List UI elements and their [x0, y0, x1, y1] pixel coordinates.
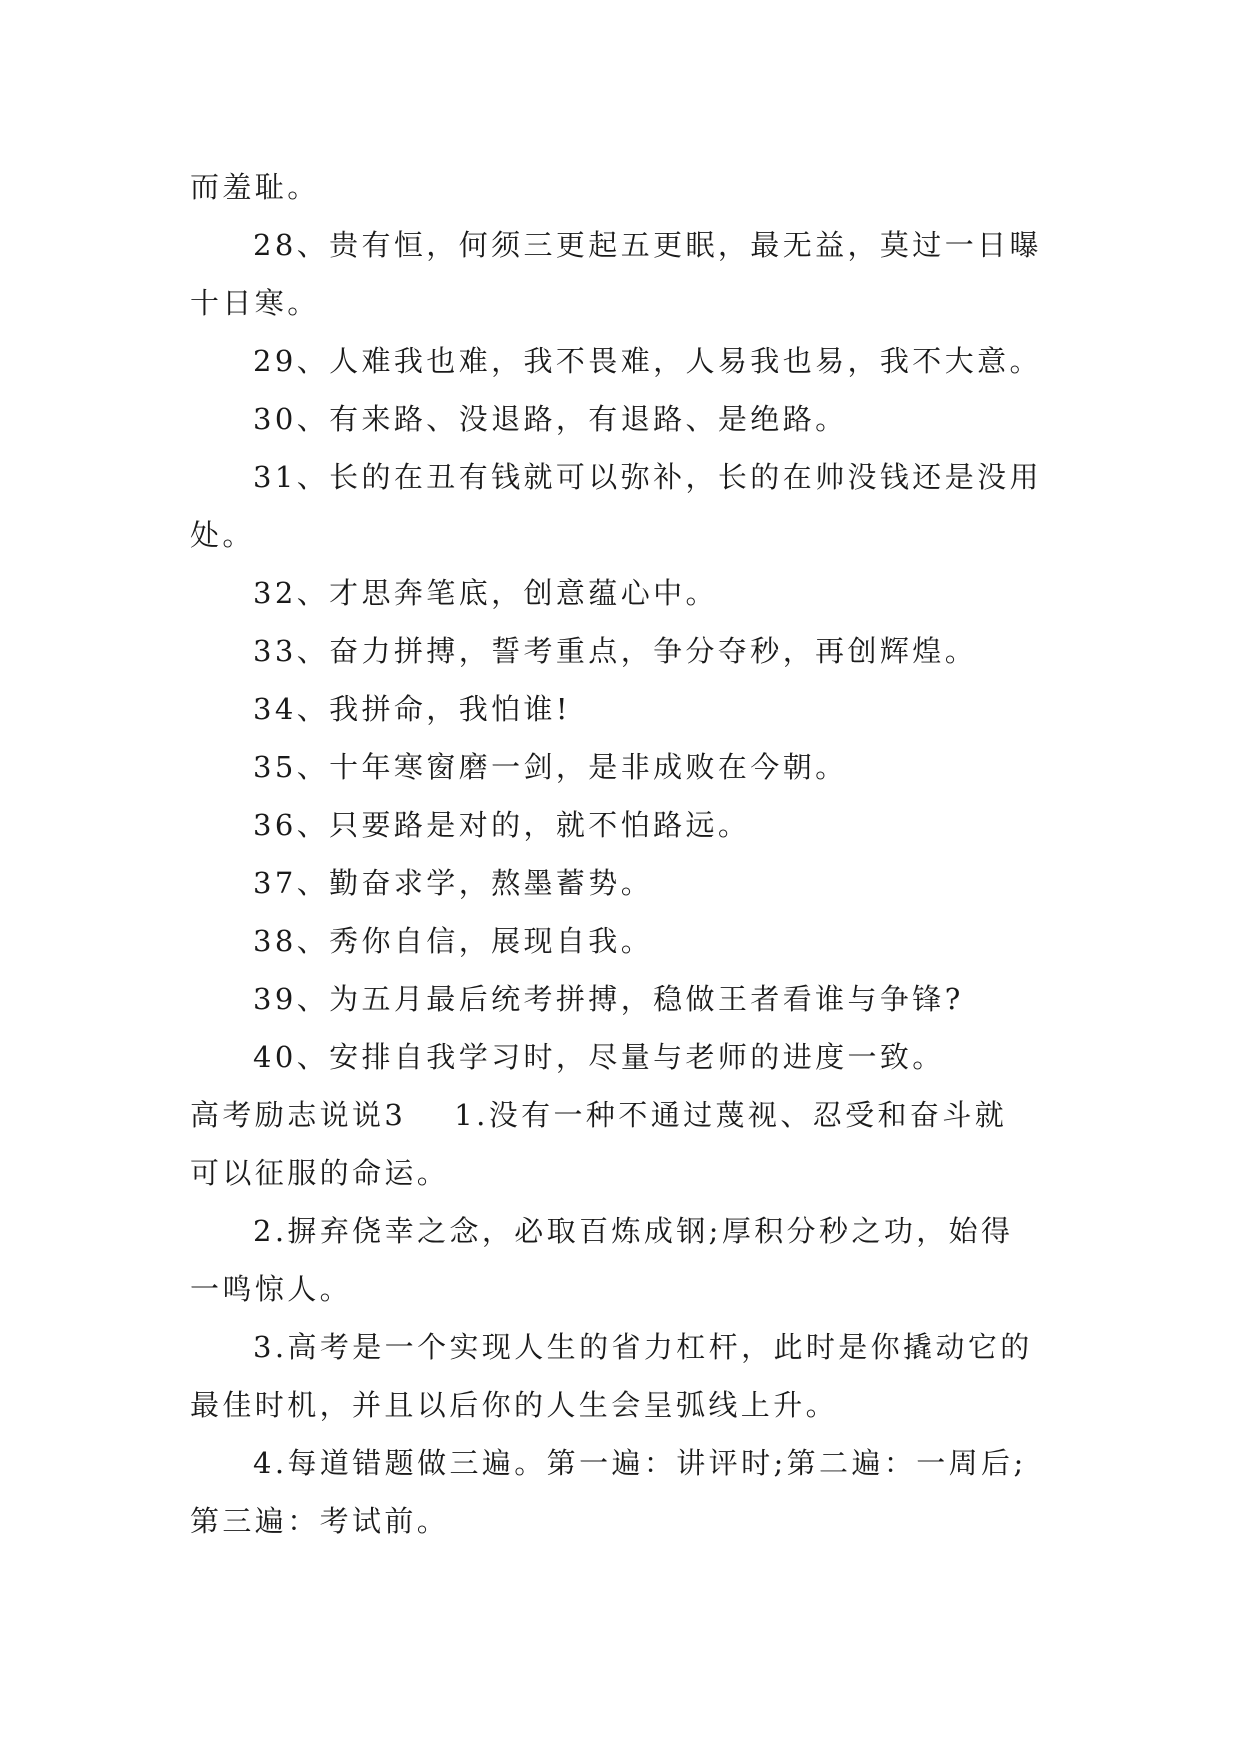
list-item-35: 35、十年寒窗磨一剑，是非成败在今朝。: [253, 750, 848, 784]
list-item-37: 37、勤奋求学，熬墨蓄势。: [253, 866, 654, 900]
text-line: 可以征服的命运。: [190, 1156, 450, 1190]
text-line: 第三遍：考试前。: [190, 1504, 450, 1538]
document-body: [190, 158, 1060, 1550]
list-item-39: 39、为五月最后统考拼搏，稳做王者看谁与争锋?: [253, 982, 964, 1016]
list-item-38: 38、秀你自信，展现自我。: [253, 924, 654, 958]
text-line: 而羞耻。: [190, 170, 320, 204]
list-item-33: 33、奋力拼搏，誓考重点，争分夺秒，再创辉煌。: [253, 634, 978, 668]
section-first-item: 1.没有一种不通过蔑视、忍受和奋斗就: [454, 1098, 1008, 1132]
text-line: 一鸣惊人。: [190, 1272, 353, 1306]
list-item-34: 34、我拼命，我怕谁!: [253, 692, 571, 726]
list-item-28: 28、贵有恒，何须三更起五更眠，最无益，莫过一日曝: [253, 228, 1042, 262]
list-item-30: 30、有来路、没退路，有退路、是绝路。: [253, 402, 848, 436]
list-item-32: 32、才思奔笔底，创意蕴心中。: [253, 576, 718, 610]
section-heading-line: [190, 1086, 1060, 1144]
text-line: 处。: [190, 518, 255, 552]
list-item-36: 36、只要路是对的，就不怕路远。: [253, 808, 751, 842]
section-title: 高考励志说说3: [190, 1098, 407, 1132]
list-item-40: 40、安排自我学习时，尽量与老师的进度一致。: [253, 1040, 945, 1074]
text-line: 最佳时机，并且以后你的人生会呈弧线上升。: [190, 1388, 839, 1422]
list-item-31: 31、长的在丑有钱就可以弥补，长的在帅没钱还是没用: [253, 460, 1042, 494]
list-item-2: 2.摒弃侥幸之念，必取百炼成钢;厚积分秒之功，始得: [253, 1214, 1014, 1248]
list-item-3: 3.高考是一个实现人生的省力杠杆，此时是你撬动它的: [253, 1330, 1033, 1364]
list-item-29: 29、人难我也难，我不畏难，人易我也易，我不大意。: [253, 344, 1042, 378]
list-item-4: 4.每道错题做三遍。第一遍：讲评时;第二遍：一周后;: [253, 1446, 1027, 1480]
text-line: 十日寒。: [190, 286, 320, 320]
